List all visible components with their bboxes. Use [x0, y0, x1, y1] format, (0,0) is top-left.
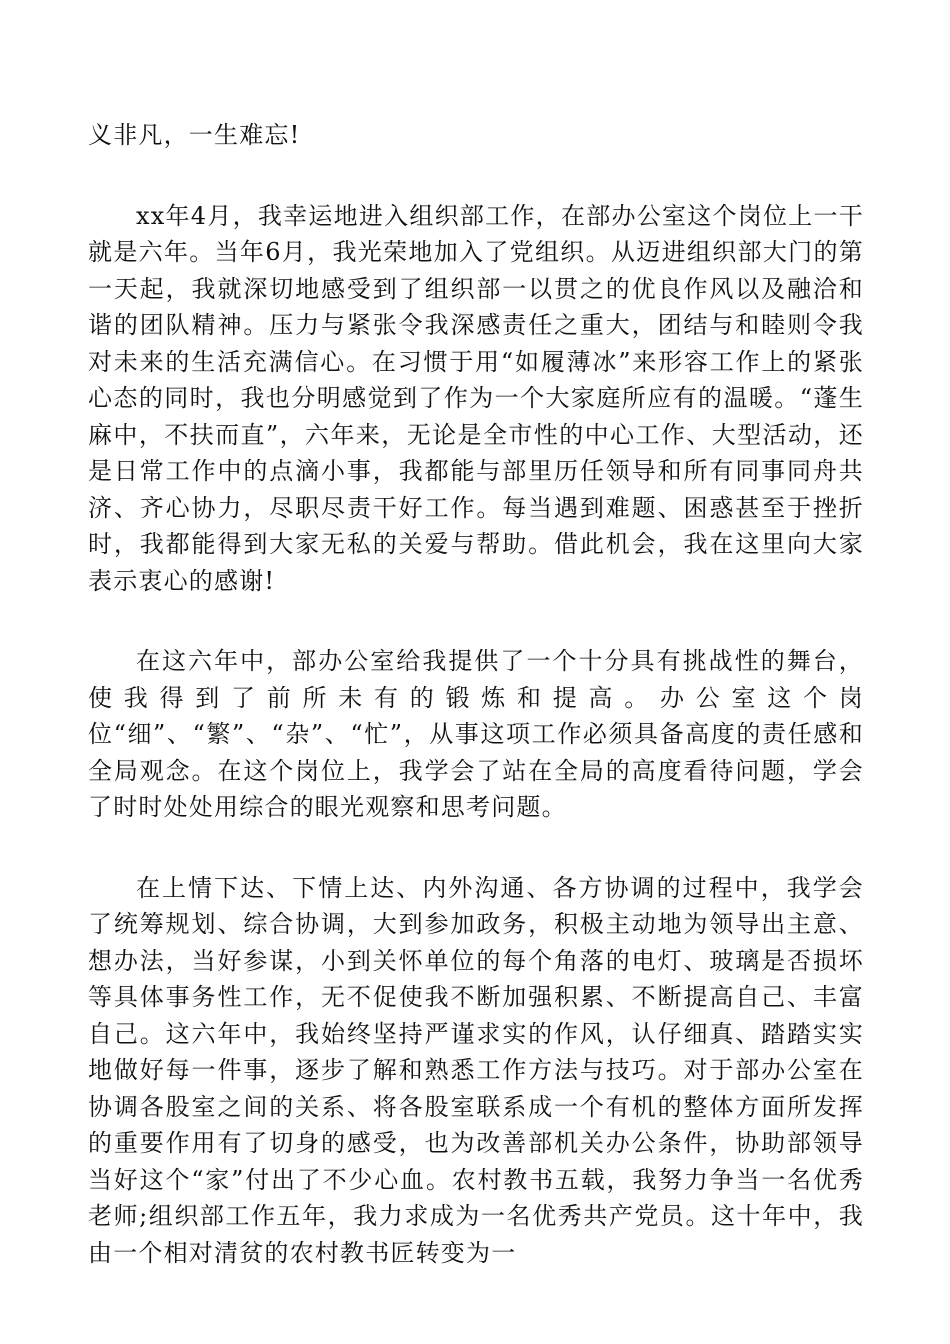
paragraph-gap [88, 826, 864, 870]
paragraph-1: 义非凡，一生难忘! [88, 121, 301, 149]
paragraph-3: 在这六年中，部办公室给我提供了一个十分具有挑战性的舞台，使我得到了前所未有的锻炼和提高。办公室这个岗位“细”、“繁”、“杂”、“忙”，从事这项工作必须具备高度的责任感和全局观念。在这个岗位上，我学会了站在全局的高度看待问题，学会了时时处处用综合的眼光观察和思考问题。 [88, 647, 864, 821]
paragraph-gap [88, 154, 864, 198]
paragraph-4: 在上情下达、下情上达、内外沟通、各方协调的过程中，我学会了统筹规划、综合协调，大到参加政务，积极主动地为领导出主意、想办法，当好参谋，小到关怀单位的每个角落的电灯、玻璃是否损坏等具体事务性工作，无不促使我不断加强积累、不断提高自己、丰富自己。这六年中，我始终坚持严谨求实的作风，认仔细真、踏踏实实地做好每一件事，逐步了解和熟悉工作方法与技巧。对于部办公室在协调各股室之间的关系、将各股室联系成一个有机的整体方面所发挥的重要作用有了切身的感受，也为改善部机关办公条件，协助部领导当好这个“家”付出了不少心血。农村教书五载，我努力争当一名优秀老师;组织部工作五年，我力求成为一名优秀共产党员。这十年中，我由一个相对清贫的农村教书匠转变为一 [88, 873, 864, 1267]
paragraph-gap [88, 599, 864, 643]
paragraph-2: xx年4月，我幸运地进入组织部工作，在部办公室这个岗位上一干就是六年。当年6月，我光荣地加入了党组织。从迈进组织部大门的第一天起，我就深切地感受到了组织部一以贯之的优良作风以及融洽和谐的团队精神。压力与紧张令我深感责任之重大，团结与和睦则令我对未来的生活充满信心。在习惯于用“如履薄冰”来形容工作上的紧张心态的同时，我也分明感觉到了作为一个大家庭所应有的温暖。“蓬生麻中，不扶而直”，六年来，无论是全市性的中心工作、大型活动，还是日常工作中的点滴小事，我都能与部里历任领导和所有同事同舟共济、齐心协力，尽职尽责干好工作。每当遇到难题、困惑甚至于挫折时，我都能得到大家无私的关爱与帮助。借此机会，我在这里向大家表示衷心的感谢! [88, 201, 864, 595]
